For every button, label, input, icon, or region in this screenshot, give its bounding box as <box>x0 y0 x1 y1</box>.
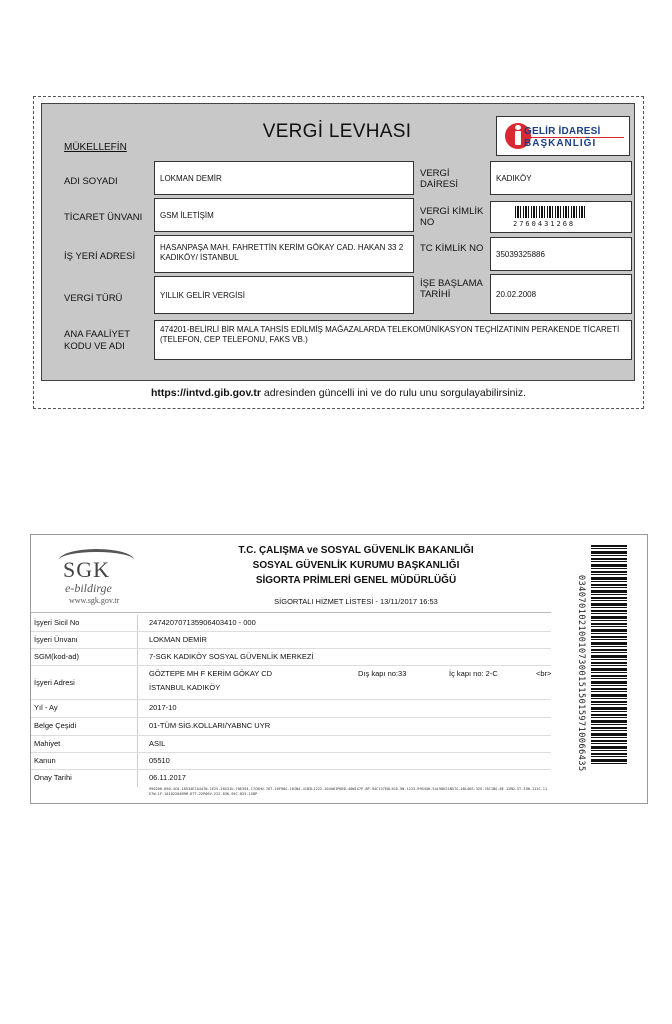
adi-soyadi-value: LOKMAN DEMİR <box>154 161 414 195</box>
row-value: LOKMAN DEMİR <box>149 635 207 644</box>
row-key: Belge Çeşidi <box>34 721 77 730</box>
ticaret-unvani-value: GSM İLETİŞİM <box>154 198 414 232</box>
adi-soyadi-label: ADI SOYADI <box>64 176 118 187</box>
sgk-header-3: SİGORTA PRİMLERİ GENEL MÜDÜRLÜĞÜ <box>255 575 457 586</box>
br-tag: <br> <box>536 669 552 678</box>
gib-logo-line2: BAŞKANLIĞI <box>524 138 597 149</box>
row-key: Kanun <box>34 756 56 765</box>
table-row <box>31 615 551 632</box>
vergi-kimlik-label-1: VERGİ KİMLİK <box>420 206 484 217</box>
row-value: 05510 <box>149 756 170 765</box>
vergi-levhasi-footer <box>34 387 643 399</box>
sgk-header <box>31 535 551 613</box>
sgk-hizmet-listesi <box>30 534 648 804</box>
vergi-dairesi-value: KADIKÖY <box>490 161 632 195</box>
sgk-logo <box>49 547 159 607</box>
table-row <box>31 770 551 787</box>
row-key: İşyeri Ünvanı <box>34 635 78 644</box>
ana-faaliyet-label-2: KODU VE ADI <box>64 341 125 352</box>
ana-faaliyet-value: 474201-BELİRLİ BİR MALA TAHSİS EDİLMİŞ MAĞAZALARDA TELEKOMÜNİKASYON TEÇHİZATININ PERAKENDE TİCARETİ (TELEFON, CEP TELEFONU, FAKS VB.) <box>154 320 632 360</box>
vergi-turu-value: YILLIK GELİR VERGİSİ <box>154 276 414 314</box>
vergi-kimlik-barcode <box>515 206 585 218</box>
row-value: 7-SGK KADIKÖY SOSYAL GÜVENLİK MERKEZİ <box>149 652 314 661</box>
table-row <box>31 700 551 718</box>
vergi-kimlik-no-box <box>490 201 632 233</box>
table-row <box>31 718 551 736</box>
vergi-levhasi-title: VERGİ LEVHASI <box>262 121 412 142</box>
tc-kimlik-no-value: 35039325886 <box>490 237 632 271</box>
ana-faaliyet-label-1: ANA FAALİYET <box>64 329 130 340</box>
sgk-barcode <box>591 545 627 765</box>
ise-baslama-label-2: TARİHİ <box>420 289 451 300</box>
vergi-dairesi-label-2: DAİRESİ <box>420 179 459 190</box>
sgk-hash-code: 99020H-690-4C0-18534E7A447N-1E2V-26X31U-70E394-17C6HU-76T-16F98G-10IN4-41B3L1222-104O0IPN5D-40W1S7P-8P-94C137E8L5G5-9N-1233-99G45H-54L90K21N57G-48L46S-32G-78C1BG-8E-12BD-5T-33N-111C-11E7W-1F-10102204B9M-6TT-22P66V-222-83K-95C-825-1G8P <box>149 787 548 796</box>
gelir-idaresi-logo <box>496 116 630 156</box>
sgk-url-text: www.sgk.gov.tr <box>69 596 120 605</box>
sgk-ebildirge-text: e-bildirge <box>65 581 112 595</box>
vergi-levhasi-panel <box>41 103 635 381</box>
row-value: ASIL <box>149 739 166 748</box>
dis-kapi-no: Dış kapı no:33 <box>358 669 407 678</box>
ic-kapi-no: İç kapı no: 2-C <box>449 669 498 678</box>
table-row <box>31 736 551 753</box>
row-key: İşyeri Sicil No <box>34 618 80 627</box>
sgk-header-4: SİGORTALI HİZMET LİSTESİ - 13/11/2017 16:53 <box>274 597 438 606</box>
row-key: İşyeri Adresi <box>34 678 75 687</box>
row-value-2: İSTANBUL KADIKÖY <box>149 683 221 692</box>
tc-kimlik-label: TC KİMLİK NO <box>420 243 484 254</box>
mukellefin-label: MÜKELLEFİN <box>64 142 127 153</box>
is-yeri-adresi-label: İŞ YERİ ADRESİ <box>64 251 136 262</box>
ticaret-unvani-label: TİCARET ÜNVANI <box>64 212 143 223</box>
vergi-kimlik-no-value: 2760431268 <box>513 220 576 228</box>
row-key: SGM(kod-ad) <box>34 652 80 661</box>
row-key: Onay Tarihi <box>34 773 72 782</box>
row-value: 24742070713590640341​0 - 000 <box>149 618 256 627</box>
sgk-header-1: T.C. ÇALIŞMA ve SOSYAL GÜVENLİK BAKANLIĞI <box>238 545 474 556</box>
table-row <box>31 666 551 700</box>
vergi-dairesi-label-1: VERGİ <box>420 168 450 179</box>
table-row <box>31 632 551 649</box>
is-yeri-adresi-value: HASANPAŞA MAH. FAHRETTİN KERİM GÖKAY CAD. HAKAN 33 2 KADIKÖY/ İSTANBUL <box>154 235 414 273</box>
ise-baslama-tarihi-value: 20.02.2008 <box>490 274 632 314</box>
row-value: 06.11.2017 <box>149 773 186 782</box>
row-key: Yıl - Ay <box>34 703 58 712</box>
footer-text: adresinden güncelli ini ve do rulu unu sorgulayabilirsiniz. <box>261 387 527 399</box>
vergi-turu-label: VERGİ TÜRÜ <box>64 293 123 304</box>
sgk-header-2: SOSYAL GÜVENLİK KURUMU BAŞKANLIĞI <box>252 560 460 571</box>
vergi-levhasi-card <box>33 96 644 409</box>
row-value: GÖZTEPE MH F KERİM GÖKAY CD <box>149 669 273 678</box>
ise-baslama-label-1: İŞE BAŞLAMA <box>420 278 483 289</box>
gib-logo-line1: GELİR İDARESİ <box>524 126 601 137</box>
row-key: Mahiyet <box>34 739 61 748</box>
table-row <box>31 649 551 666</box>
row-value: 01-TÜM SİG.KOLLARI/YABNC UYR <box>149 721 271 730</box>
sgk-logo-text: SGK <box>63 557 111 582</box>
row-value: 2017-10 <box>149 703 177 712</box>
vergi-kimlik-label-2: NO <box>420 217 435 228</box>
sgk-barcode-number: 03407010210010730015150159710066435 <box>576 575 586 772</box>
intvd-url: https://intvd.gib.gov.tr <box>150 387 262 399</box>
table-row <box>31 753 551 770</box>
